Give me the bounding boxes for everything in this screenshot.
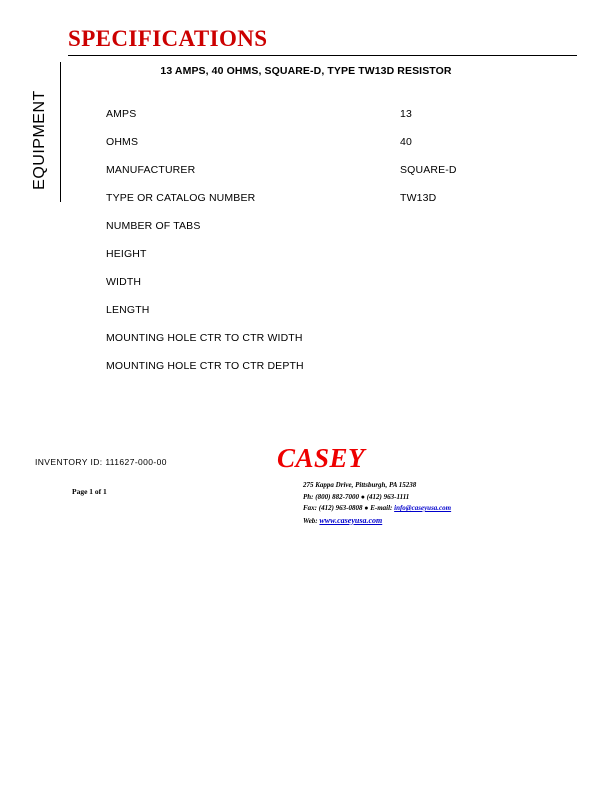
- table-row: [106, 108, 536, 136]
- spec-label: LENGTH: [106, 304, 150, 316]
- table-row: [106, 332, 536, 360]
- table-row: [106, 192, 536, 220]
- spec-label: MOUNTING HOLE CTR TO CTR WIDTH: [106, 332, 303, 344]
- contact-email-link[interactable]: info@caseyusa.com: [394, 504, 452, 512]
- contact-fax-text: Fax: (412) 963-0808 ● E-mail:: [303, 504, 395, 512]
- title-divider: [68, 55, 577, 56]
- contact-web: [303, 515, 451, 528]
- contact-address: 275 Kappa Drive, Pittsburgh, PA 15238: [303, 481, 417, 489]
- equipment-vertical-label: [22, 70, 58, 210]
- contact-web-link[interactable]: www.caseyusa.com: [319, 515, 383, 525]
- table-row: [106, 276, 536, 304]
- inventory-id: INVENTORY ID: 111627-000-00: [35, 457, 167, 467]
- table-row: [106, 304, 536, 332]
- specifications-table: [106, 108, 536, 388]
- document-subtitle: 13 AMPS, 40 OHMS, SQUARE-D, TYPE TW13D RESISTOR: [160, 65, 452, 77]
- table-row: [106, 220, 536, 248]
- contact-phone: Ph: (800) 882-7000 ● (412) 963-1111: [303, 492, 410, 501]
- spec-label: TYPE OR CATALOG NUMBER: [106, 192, 256, 204]
- spec-label: WIDTH: [106, 276, 142, 288]
- spec-value: 13: [400, 108, 412, 120]
- spec-value: 40: [400, 136, 412, 148]
- contact-web-label: Web:: [303, 516, 320, 525]
- spec-label: OHMS: [106, 136, 139, 148]
- table-row: [106, 360, 536, 388]
- spec-label: MANUFACTURER: [106, 164, 196, 176]
- spec-value: SQUARE-D: [400, 164, 457, 176]
- spec-label: NUMBER OF TABS: [106, 220, 201, 232]
- table-row: [106, 248, 536, 276]
- spec-value: TW13D: [400, 192, 437, 204]
- contact-fax-email: [303, 503, 451, 515]
- spec-label: AMPS: [106, 108, 137, 120]
- equipment-divider: [60, 62, 61, 202]
- spec-label: HEIGHT: [106, 248, 147, 260]
- casey-logo: CASEY: [277, 443, 366, 473]
- equipment-vertical-label-text: EQUIPMENT: [31, 90, 48, 190]
- page-number: Page 1 of 1: [72, 487, 107, 496]
- contact-block: [303, 480, 451, 527]
- spec-label: MOUNTING HOLE CTR TO CTR DEPTH: [106, 360, 304, 372]
- page-title: SPECIFICATIONS: [68, 26, 268, 51]
- table-row: [106, 136, 536, 164]
- table-row: [106, 164, 536, 192]
